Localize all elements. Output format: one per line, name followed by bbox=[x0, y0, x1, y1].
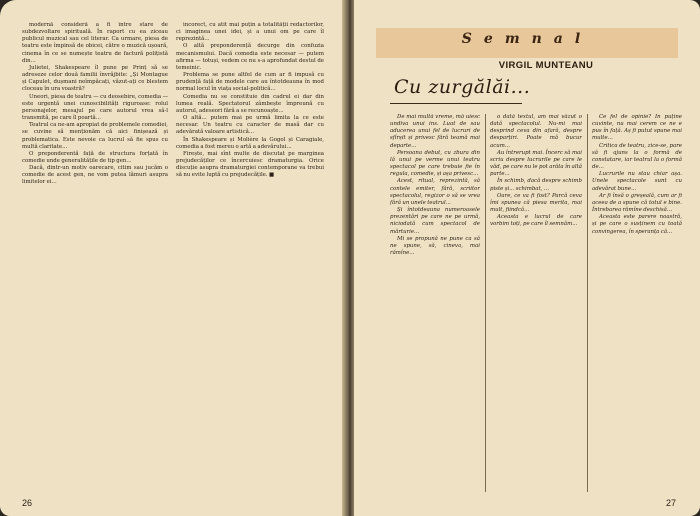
paragraph: Ce fel de opinie? În puține cuvinte, nu mai cerem ce ne e pus în față. Aș fi putut spune mai multe... bbox=[592, 114, 682, 142]
paragraph: O altă preponderență decurge din confuzia mecanismului. Dacă comedia este necesar — putem afirma — totuși, vedem ce nu s-a aprofundat destul de temeinic. bbox=[176, 43, 324, 71]
paragraph: Teatrul ca ne-am apropiat de problemele comediei, se cuvine să menționăm că aici finișează și problematica. Este nevoie ca lucrul să fie spus cu multă claritate... bbox=[22, 122, 168, 150]
right-page bbox=[354, 0, 700, 516]
right-column-2 bbox=[490, 114, 582, 494]
left-column-2 bbox=[176, 22, 324, 496]
article-headline: Cu zurgălăi... bbox=[394, 76, 531, 98]
paragraph: Și întotdeauna numeroasele prezentări pe care ne pe urmă, niciodată cum spectacol de mărturie... bbox=[390, 207, 480, 235]
paragraph: o dată textul, am mai văzut o dată spectacolul. Nu-mi mai desprind ceva din afară, despre desparțiri. Poate mă bucur acum... bbox=[490, 114, 582, 149]
right-column-3 bbox=[592, 114, 682, 494]
paragraph: Dacă, dintr-un motiv oarecare, citim sau jucăm o comedie de acest gen, ne vom putea lămuri asupra limitelor ei... bbox=[22, 165, 168, 186]
headline-underline bbox=[390, 103, 522, 104]
paragraph: Aceasta este parere noastră, și pe care o susținem cu toată convingerea, în speranța că... bbox=[592, 214, 682, 235]
left-page bbox=[0, 0, 346, 516]
paragraph: Au întrerupt mai. Încerc să mai scriu despre lucrurile pe care le văd, pe care nu le pot arăta în altă parte... bbox=[490, 149, 582, 178]
paragraph: Lucrurile nu stau chiar așa. Unele spectacole sunt cu adevărat bune... bbox=[592, 171, 682, 192]
section-title: Semnal bbox=[461, 31, 593, 47]
paragraph: modernă consideră a fi între stare de subdezvoltare spirituală. În raport cu ea ziceau publicul muzical sau cel literar. Ca urmare, piesa de teatru este împinsă de obicei, către o muzică ușoară, cinema în ce se numește teatru de factură polițistă din... bbox=[22, 22, 168, 64]
paragraph: Firește, mai sînt multe de discutat pe marginea prejudecăților ce încercuiesc dramaturgia. Orice discuție asupra dramaturgiei contemporane va trebui să nu evite luptă cu prejudecățile. ■ bbox=[176, 150, 324, 179]
paragraph: O preponderentă față de structura forțată în comedie unde generalitățile de tip gen... bbox=[22, 150, 168, 164]
paragraph: În Shakespeare și Molière la Gogol și Caragiale, comedia a fost mereu o artă a adevărului... bbox=[176, 136, 324, 150]
paragraph: incorect, cu atît mai puțin a totalității redactorilor, ci imaginea unei idei, și a unui om pe care îl reprezintă... bbox=[176, 22, 324, 43]
author-byline: VIRGIL MUNTEANU bbox=[498, 60, 594, 71]
column-divider bbox=[587, 114, 588, 492]
paragraph: În schimb, dacă despre schimb piste și... schimbat, ... bbox=[490, 178, 582, 192]
paragraph: O altă... putem mai pe urmă limita la ce este necesar. Un teatru cu caracter de masă dar cu adevărată valoare artistică... bbox=[176, 115, 324, 136]
paragraph: Mi se propună ne pune ca să ne spune, să, cineva, mai rămîne... bbox=[390, 235, 480, 256]
paragraph: Aceasta e lucrul de care vorbim toți, pe care îl semnăm... bbox=[490, 214, 582, 228]
left-column-1 bbox=[22, 22, 168, 496]
page-number-right: 27 bbox=[666, 498, 677, 508]
right-column-1 bbox=[390, 114, 480, 494]
paragraph: Oare, ce va fi fost? Parcă ceva îmi spunea că piesa merita, mai mult, fiindcă... bbox=[490, 192, 582, 214]
paragraph: Critica de teatru, zice-se, pare să fi ajuns la o formă de constatare, iar teatrul la o formă de... bbox=[592, 142, 682, 171]
paragraph: Uneori, piesa de teatru — cu deosebire, comedia — este urgentă unei cunoscibilități riguroase: rolul personajelor, mesajul pe care autorul vrea să-l transmită, pe care îl poartă... bbox=[22, 93, 168, 122]
paragraph: Problema se pune altfel de cum ar fi impusă cu prudență față de modele care au întotdeauna în mod normal locul în viața social-politică... bbox=[176, 72, 324, 93]
paragraph: De mai multă vreme, mă uiesc undiva unui ins. Luat de sau aducerea unui fel de lucruri de sfîrșit și privesc fără teamă mai departe... bbox=[390, 114, 480, 149]
section-header bbox=[376, 28, 678, 58]
paragraph: Acest, ritual, reprezintă, să contele emiter, fără, scriitor spectacolul, regizor o să se vrea fără un unele teatrul... bbox=[390, 178, 480, 206]
paragraph: Ar fi însă o greșeală, cum ar fi aceea de a spune că totul e bine. Întrebarea rămîne deschisă... bbox=[592, 192, 682, 214]
paragraph: Comedia nu se constituie din cadrul ei dar din lumea reală. Spectatorul zâmbește împreună cu autorul, adeseori fără a se recunoaște... bbox=[176, 93, 324, 114]
column-divider bbox=[485, 114, 486, 492]
paragraph: Persoana debut, cu zbura din lă unui pe verme unui teatru spectacol pe care trebuie fie în regula, comedie, și așa privesc... bbox=[390, 149, 480, 178]
paragraph: Julietei, Shakespeare îl pune pe Prinț să se adreseze celor două familii învrăjbite: „Și Montague și Capulet, dușmani neîmpăcați, văzut-ați ce blestem cloceau în ura voastră? bbox=[22, 64, 168, 93]
page-number-left: 26 bbox=[22, 498, 33, 508]
